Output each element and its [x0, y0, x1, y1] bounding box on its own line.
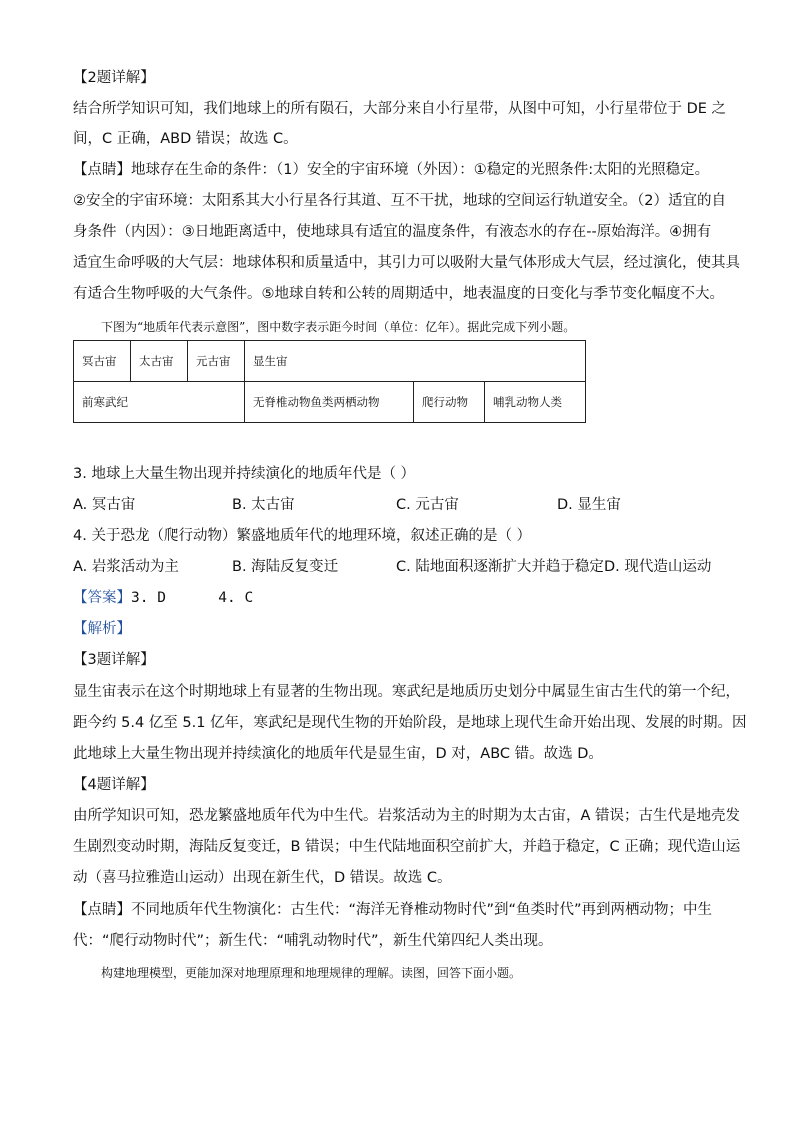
q3-detail-heading: 【3题详解】 [73, 652, 155, 668]
question4-option-d: D. 现代造山运动 [604, 559, 712, 575]
table-cell-archean: 太古宙 [131, 341, 188, 382]
q3-detail-line-2: 距今约 5.4 亿至 5.1 亿年，寒武纪是现代生物的开始阶段，是地球上现代生命开始出现、发展的时期。因 [73, 715, 747, 731]
q3-detail-line-3: 此地球上大量生物出现并持续演化的地质年代是显生宙，D 对，ABC 错。故选 D。 [73, 746, 603, 762]
question4-option-a: A. 岩浆活动为主 [73, 559, 179, 575]
question4-option-b: B. 海陆反复变迁 [232, 559, 339, 575]
tip1-line-4: 适宜生命呼吸的大气层：地球体积和质量适中，其引力可以吸附大量气体形成大气层，经过演化，使其具 [73, 255, 740, 271]
answer-label: 【答案】 [73, 590, 131, 606]
q4-detail-line-1: 由所学知识可知，恐龙繁盛地质年代为中生代。岩浆活动为主的时期为太古宙，A 错误；古生代是地壳发 [73, 808, 741, 824]
table-row [74, 341, 586, 382]
tip1-line-5: 有适合生物呼吸的大气条件。⑤地球自转和公转的周期适中，地表温度的日变化与季节变化幅度不大。 [73, 286, 724, 302]
table-cell-precambrian: 前寒武纪 [74, 382, 245, 423]
q2-detail-line-1: 结合所学知识可知，我们地球上的所有陨石，大部分来自小行星带，从图中可知，小行星带位于 DE 之 [73, 101, 727, 117]
question3-option-b: B. 太古宙 [232, 497, 295, 513]
table-row [74, 382, 586, 423]
table-cell-proterozoic: 元古宙 [188, 341, 245, 382]
tip2-label: 【点睛】 [73, 902, 131, 918]
q4-detail-line-2: 生剧烈变动时期，海陆反复变迁，B 错误；中生代陆地面积空前扩大，并趋于稳定，C 正确；现代造山运 [73, 839, 741, 855]
tip2-line-2: 代：“爬行动物时代”；新生代：“哺乳动物时代”，新生代第四纪人类出现。 [73, 933, 553, 949]
tip1-line-1 [73, 160, 723, 180]
analysis-label: 【解析】 [73, 621, 131, 637]
table-cell-hadean: 冥古宙 [74, 341, 131, 382]
answer-value: 3. D 4. C [131, 590, 254, 606]
table-cell-mammals-humans: 哺乳动物人类 [485, 382, 586, 423]
question3-option-c: C. 元古宙 [396, 497, 459, 513]
question3-option-a: A. 冥古宙 [73, 497, 136, 513]
question4-stem: 4. 关于恐龙（爬行动物）繁盛地质年代的地理环境，叙述正确的是（ ） [73, 528, 532, 544]
q2-detail-heading: 【2题详解】 [73, 70, 155, 86]
geologic-time-table [73, 340, 586, 423]
table-cell-invertebrates-fish-amphibians: 无脊椎动物鱼类两栖动物 [245, 382, 414, 423]
answer-line [73, 588, 253, 608]
table-cell-phanerozoic: 显生宙 [245, 341, 586, 382]
tip2-text-1: 不同地质年代生物演化：古生代：“海洋无脊椎动物时代”到“鱼类时代”再到两栖动物；中生 [131, 902, 713, 918]
question3-option-d: D. 显生宙 [557, 497, 621, 513]
q2-detail-line-2: 间，C 正确，ABD 错误；故选 C。 [73, 131, 298, 147]
tip1-line-2: ②安全的宇宙环境：太阳系其大小行星各行其道、互不干扰，地球的空间运行轨道安全。（2）适宜的自 [73, 193, 726, 209]
tip1-line-3: 身条件（内因）：③日地距离适中，使地球具有适宜的温度条件，有液态水的存在--原始海洋。④拥有 [73, 224, 712, 240]
intro-text: 下图为“地质年代表示意图”，图中数字表示距今时间（单位：亿年）。据此完成下列小题。 [101, 320, 576, 334]
tip1-label: 【点睛】 [73, 162, 131, 178]
q3-detail-line-1: 显生宙表示在这个时期地球上有显著的生物出现。寒武纪是地质历史划分中属显生宙古生代的第一个纪， [73, 684, 740, 700]
tip1-text-1: 地球存在生命的条件：（1）安全的宇宙环境（外因）：①稳定的光照条件:太阳的光照稳定。 [131, 162, 710, 178]
q4-detail-heading: 【4题详解】 [73, 777, 155, 793]
closing-text: 构建地理模型，更能加深对地理原理和地理规律的理解。读图，回答下面小题。 [101, 966, 522, 980]
question3-stem: 3. 地球上大量生物出现并持续演化的地质年代是（ ） [73, 466, 416, 482]
question4-option-c: C. 陆地面积逐渐扩大并趋于稳定 [396, 559, 604, 575]
q4-detail-line-3: 动（喜马拉雅造山运动）出现在新生代，D 错误。故选 C。 [73, 870, 452, 886]
table-cell-reptiles: 爬行动物 [414, 382, 485, 423]
tip2-line-1 [73, 900, 723, 920]
